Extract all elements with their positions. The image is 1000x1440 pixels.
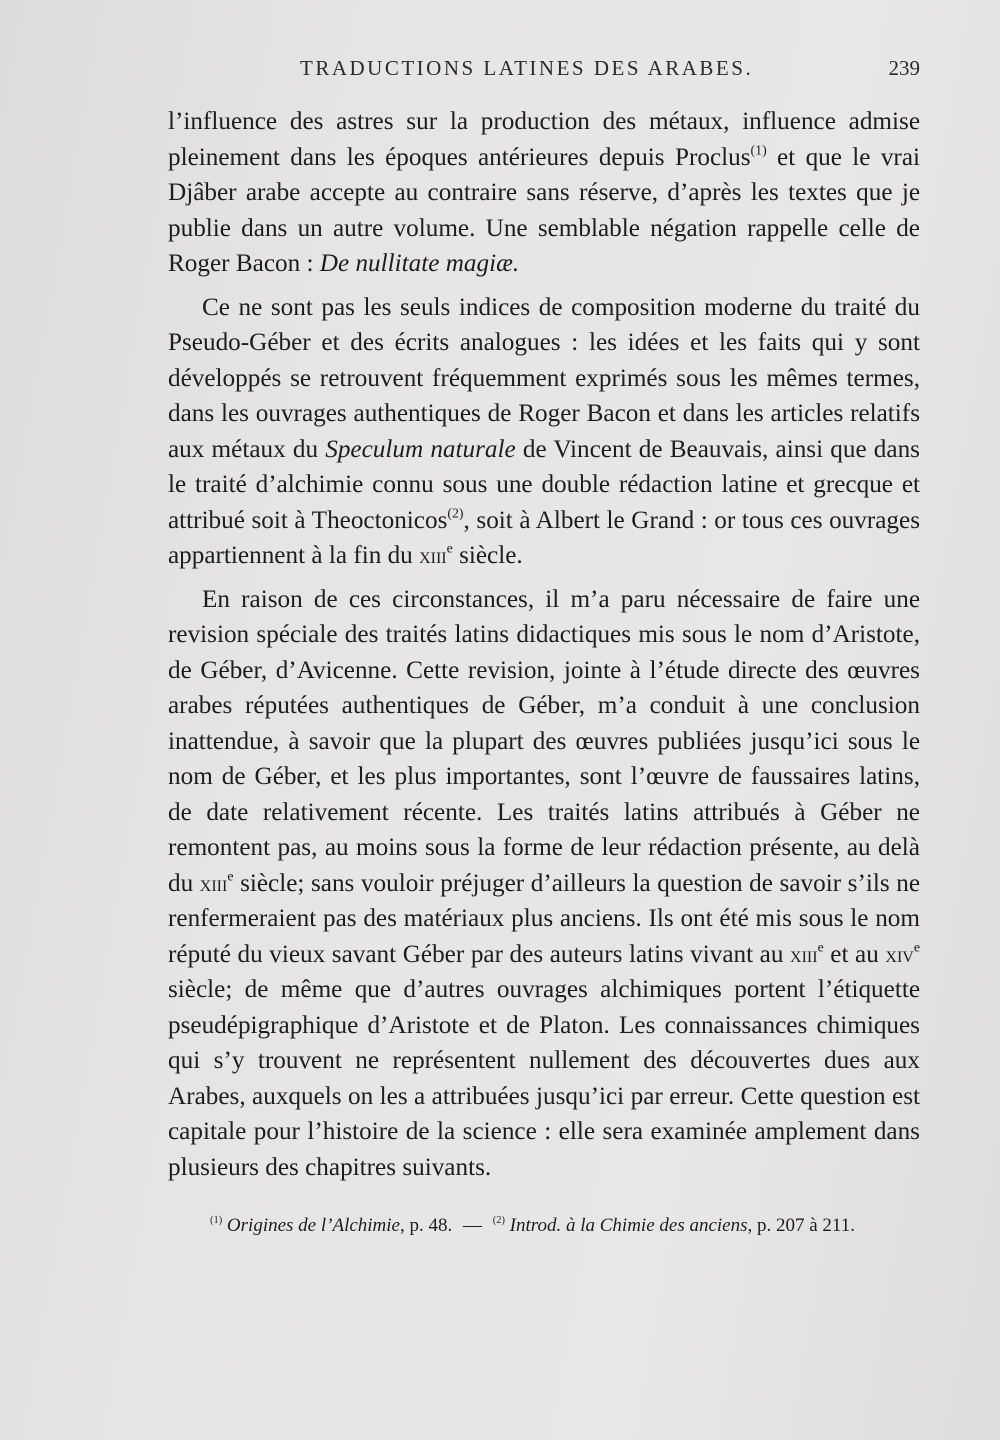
running-title: TRADUCTIONS LATINES DES ARABES. [300, 56, 754, 80]
footnote-2-title: Introd. à la Chimie des anciens [509, 1215, 748, 1236]
footnote-2-mark: (2) [492, 1215, 505, 1227]
paragraph-1-text-a: l’influence des astres sur la production des métaux, influence admise pleinement dans les époques antérieures depuis Proclus [168, 108, 920, 171]
century-numeral: xiii [790, 941, 818, 967]
footnote-separator: — [463, 1215, 482, 1236]
century-numeral: xiii [199, 870, 228, 896]
century-suffix: e [446, 540, 453, 556]
footnote-ref-2: (2) [447, 505, 464, 521]
footnote-1-mark: (1) [210, 1215, 223, 1227]
paragraph-3-text-a: En raison de ces circonstances, il m’a paru nécessaire de faire une revision spéciale des traités latins didactiques mis sous le nom d’Aristote, de Géber, d’Avicenne. Cette revision, jointe à l’étude directe des œuvres arabes réputées authentiques de Géber, m’a conduit à une conclusion inattendue, à savoir que la plupart des œuvres publiées jusqu’ici sous le nom de Géber, et les plus importantes, sont l’œuvre de faussaires latins, de date relativement récente. Les traités latins attribués à Géber ne remontent pas, au moins sous la forme de leur rédaction présente, au delà du [168, 585, 920, 897]
paragraph-3-text-b: siècle; sans vouloir préjuger d’ailleurs la question de savoir s’ils ne renfermeraient pas des matériaux plus anciens. Ils ont été mis sous le nom réputé du vieux savant Géber par des auteurs latins vivant au [168, 869, 921, 968]
footnote-ref-1: (1) [750, 142, 767, 158]
century-suffix: e [227, 868, 234, 884]
paragraph-2-text-d: siècle. [452, 542, 523, 569]
body-text [168, 104, 920, 1193]
paragraph-2-text-a: Ce ne sont pas les seuls indices de composition moderne du traité du Pseudo-Géber et des écrits analogues : les idées et les faits qui y sont développés se retrouvent fréquemment exprimés sous les mêmes termes, dans les ouvrages authentiques de Roger Bacon et dans les articles relatifs aux métaux du [168, 293, 920, 463]
paragraph-2 [168, 290, 920, 574]
footnote-1-title: Origines de l’Alchimie [226, 1215, 400, 1236]
paragraph-2-text-c: , soit à Albert le Grand : or tous ces ouvrages appartiennent à la fin du [168, 506, 920, 569]
footnotes [210, 1213, 950, 1239]
paragraph-1 [168, 104, 920, 282]
paragraph-3 [168, 582, 920, 1186]
paragraph-2-text-b: de Vincent de Beauvais, ainsi que dans le traité d’alchimie connu sous une double rédaction latine et grecque et attribué soit à Theoctonicos [168, 435, 920, 534]
century-numeral: xiii [419, 543, 447, 568]
century-suffix: e [913, 939, 920, 955]
footnote-2-pages: , p. 207 à 211. [747, 1215, 855, 1236]
paragraph-1-text-b: et que le vrai Djâber arabe accepte au contraire sans réserve, d’après les textes que je publie dans un autre volume. Une semblable négation rappelle celle de Roger Bacon : [168, 143, 921, 277]
paragraph-3-text-d: siècle; de même que d’autres ouvrages alchimiques portent l’étiquette pseudépigraphique d’Aristote et de Platon. Les connaissances chimiques qui s’y trouvent ne représentent nullement des découvertes dues aux Arabes, auxquels on les a attribuées jusqu’ici par erreur. Cette question est capitale pour l’histoire de la science : elle sera examinée amplement dans plusieurs des chapitres suivants. [168, 976, 920, 1181]
latin-title-speculum: Speculum naturale [325, 435, 516, 463]
century-suffix: e [817, 939, 824, 955]
latin-title-de-nullitate: De nullitate magiæ. [319, 250, 520, 277]
page-header [300, 56, 920, 86]
paragraph-3-text-c: et au [823, 940, 886, 968]
footnote-1-pages: , p. 48. [400, 1215, 453, 1236]
century-numeral: xiv [885, 941, 914, 967]
page-number: 239 [888, 56, 920, 80]
